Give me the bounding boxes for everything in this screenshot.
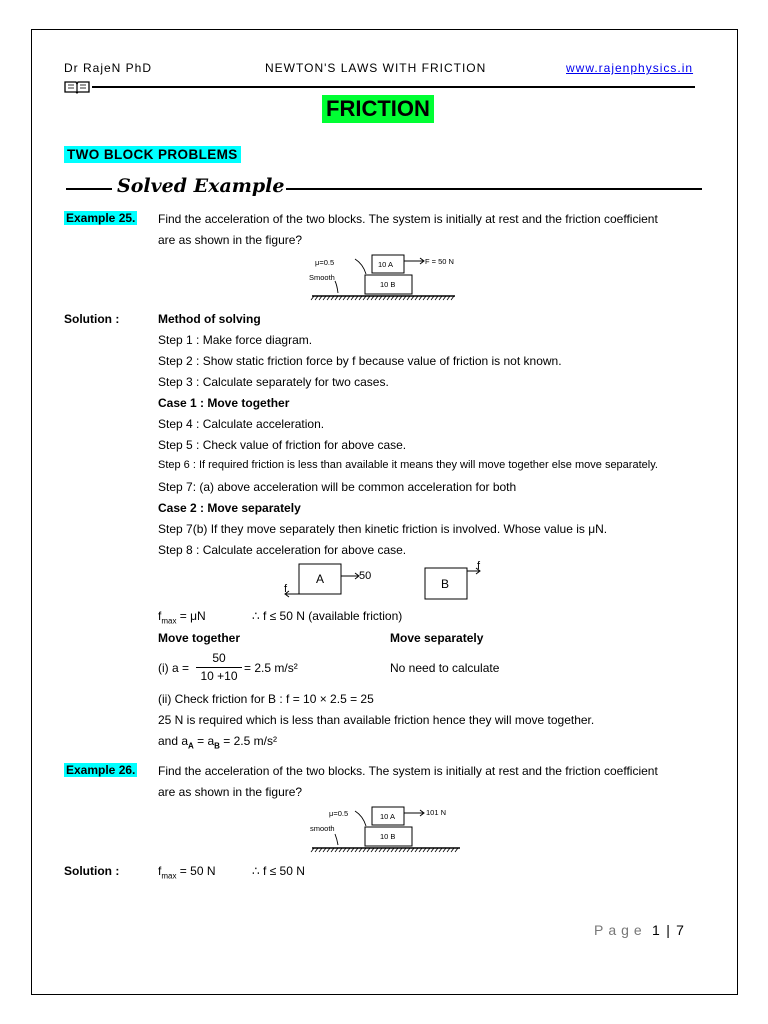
step-6: Step 6 : If required friction is less than available it means they will move together else move separately. [158, 459, 658, 471]
mu-pointer [355, 259, 366, 274]
step-5: Step 5 : Check value of friction for above case. [158, 438, 407, 452]
step-7a: Step 7: (a) above acceleration will be common acceleration for both [158, 480, 517, 494]
mu-pointer [355, 811, 366, 826]
step-3: Step 3 : Calculate separately for two cases. [158, 375, 389, 389]
block-b-label: 10 B [380, 280, 396, 289]
no-need-text: No need to calculate [390, 661, 500, 675]
mu-label: μ=0.5 [329, 809, 349, 818]
step-8: Step 8 : Calculate acceleration for above case. [158, 543, 407, 557]
eq-end: = 2.5 m/s² [219, 734, 277, 748]
fbd-friction-a-label: f [284, 583, 288, 595]
example-25-question-line1: Find the acceleration of the two blocks. The system is initially at rest and the friction coefficient [158, 212, 658, 226]
header-topic: NEWTON'S LAWS WITH FRICTION [265, 61, 487, 75]
eq-mid: = a [193, 734, 215, 748]
example-25-figure [300, 250, 480, 305]
header-rule [92, 86, 695, 88]
fmax-symbol: f [158, 609, 162, 623]
part-i-prefix: (i) a = [158, 661, 190, 675]
sub-a: A [188, 741, 194, 751]
solved-rule-right [286, 188, 702, 190]
section-heading: TWO BLOCK PROBLEMS [64, 146, 241, 163]
smooth-pointer [335, 281, 338, 293]
example-25-question-line2: are as shown in the figure? [158, 233, 303, 247]
page-footer [594, 922, 684, 938]
fmax-line [158, 609, 206, 625]
fmax-value: = μN [176, 609, 206, 623]
example-26-figure [300, 802, 480, 857]
smooth-label: Smooth [309, 273, 335, 282]
part-ii: (ii) Check friction for B : f = 10 × 2.5 = 25 [158, 692, 374, 706]
header-author: Dr RajeN PhD [64, 61, 153, 75]
fraction-numerator: 50 [212, 651, 226, 665]
case-1-heading: Case 1 : Move together [158, 396, 290, 410]
block-a-label: 10 A [380, 812, 396, 821]
fmax-subscript: max [161, 616, 177, 626]
example-26-question-line2: are as shown in the figure? [158, 785, 303, 799]
method-heading: Method of solving [158, 312, 261, 326]
fbd-block-b-label: B [441, 577, 450, 591]
move-together-heading: Move together [158, 631, 241, 645]
force-label: F = 50 N [425, 257, 454, 266]
solution-25-label: Solution : [64, 312, 120, 326]
fbd-friction-b-label: f [477, 560, 481, 572]
mu-label: μ=0.5 [315, 258, 335, 267]
step-1: Step 1 : Make force diagram. [158, 333, 313, 347]
block-b-label: 10 B [380, 832, 396, 841]
force-label: 101 N [426, 808, 447, 817]
free-body-diagrams [280, 560, 490, 605]
block-a-label: 10 A [378, 260, 394, 269]
fbd-force-label: 50 [359, 570, 372, 582]
open-book-icon [64, 80, 90, 94]
solved-example-heading: Solved Example [117, 175, 285, 197]
solved-rule-left [66, 188, 112, 190]
fbd-block-a-label: A [316, 572, 325, 586]
final-acceleration [158, 734, 277, 750]
fmax-26-conclusion: ∴ f ≤ 50 N [252, 864, 305, 878]
move-separately-heading: Move separately [390, 631, 484, 645]
page-current: 1 [652, 922, 660, 938]
fmax-26-value: = 50 N [176, 864, 216, 878]
part-i-result: = 2.5 m/s² [244, 661, 298, 675]
acceleration-fraction [196, 651, 242, 683]
fmax-conclusion: ∴ f ≤ 50 N (available friction) [252, 609, 403, 623]
fmax-26-symbol: f [158, 864, 162, 878]
fraction-denominator: 10 +10 [200, 669, 238, 683]
and-a-text: and a [158, 734, 189, 748]
conclusion-text: 25 N is required which is less than available friction hence they will move together. [158, 713, 595, 727]
case-2-heading: Case 2 : Move separately [158, 501, 301, 515]
solution-26-label: Solution : [64, 864, 120, 878]
example-26-question-line1: Find the acceleration of the two blocks. The system is initially at rest and the friction coefficient [158, 764, 658, 778]
fmax-26-line [158, 864, 216, 880]
example-26-label: Example 26. [66, 763, 136, 777]
fmax-26-subscript: max [161, 871, 177, 881]
sub-b: B [214, 741, 220, 751]
header-website-link[interactable]: www.rajenphysics.in [566, 61, 694, 75]
example-25-label: Example 25. [66, 211, 136, 225]
page-total: 7 [676, 922, 684, 938]
step-2: Step 2 : Show static friction force by f because value of friction is not known. [158, 354, 562, 368]
page-word: Page [594, 922, 647, 938]
step-7b: Step 7(b) If they move separately then kinetic friction is involved. Whose value is μN. [158, 522, 608, 536]
page-separator: | [666, 922, 670, 938]
fraction-bar [196, 667, 242, 668]
page-title: FRICTION [322, 95, 434, 123]
smooth-label: smooth [310, 824, 335, 833]
step-4: Step 4 : Calculate acceleration. [158, 417, 325, 431]
smooth-pointer [335, 834, 338, 845]
